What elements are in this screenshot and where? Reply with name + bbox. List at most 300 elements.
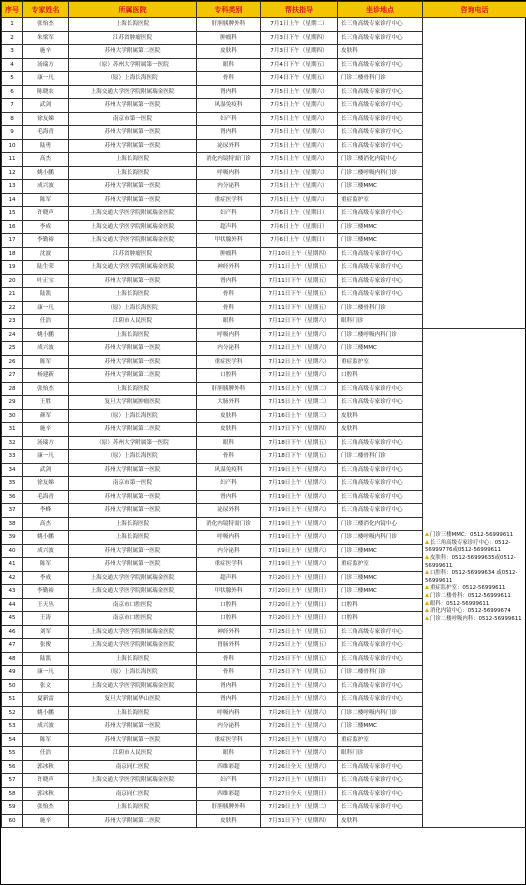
cell-schedule: 7月11日上午（星期五） (261, 261, 338, 275)
cell-hospital: 苏州大学附属第二医院 (69, 369, 197, 383)
cell-schedule: 7月5日上午（星期六） (261, 99, 338, 113)
cell-hospital: 苏州大学附属第一医院 (69, 139, 197, 153)
cell-schedule: 7月25日下午（星期五） (261, 666, 338, 680)
cell-expert-name: 张怡杰 (23, 382, 69, 396)
cell-index: 26 (2, 355, 23, 369)
cell-index: 59 (2, 801, 23, 815)
cell-hospital: （原）苏州大学附属第一医院 (69, 58, 197, 72)
cell-index: 30 (2, 409, 23, 423)
cell-index: 23 (2, 315, 23, 329)
cell-schedule: 7月12日上午（星期六） (261, 328, 338, 342)
cell-schedule: 7月6日上午（星期日） (261, 234, 338, 248)
cell-index: 34 (2, 463, 23, 477)
cell-location: 皮肤科 (338, 814, 423, 828)
cell-specialty: 皮肤科 (197, 814, 261, 828)
cell-location: 重症监护室 (338, 355, 423, 369)
cell-specialty: 胃肠外科 (197, 639, 261, 653)
cell-hospital: 上海长海医院 (69, 328, 197, 342)
cell-hospital: 江阴市人民医院 (69, 747, 197, 761)
cell-location: 长三角高级专家诊疗中心 (338, 288, 423, 302)
contact-text: 门诊二楼骨科：0512-56999611 (430, 592, 511, 599)
cell-hospital: 江苏省肿瘤医院 (69, 247, 197, 261)
cell-hospital: 苏州大学附属第一医院 (69, 544, 197, 558)
cell-location: 门诊三楼MMC (338, 342, 423, 356)
cell-hospital: 上海长海医院 (69, 517, 197, 531)
contact-item (425, 585, 524, 593)
cell-expert-name: 徐友娣 (23, 112, 69, 126)
cell-schedule: 7月31日下午（星期四） (261, 814, 338, 828)
cell-schedule: 7月25日上午（星期五） (261, 625, 338, 639)
cell-specialty: 神经外科 (197, 261, 261, 275)
cell-location: 门诊三楼MMC (338, 544, 423, 558)
cell-location: 门诊二楼呼吸内科门诊 (338, 531, 423, 545)
cell-location: 眼科门诊 (338, 747, 423, 761)
cell-schedule: 7月15日上午（星期二） (261, 382, 338, 396)
cell-location: 门诊三楼MMC (338, 220, 423, 234)
warning-triangle-icon (425, 608, 429, 612)
cell-index: 16 (2, 220, 23, 234)
cell-schedule: 7月26日上午（星期六） (261, 693, 338, 707)
cell-specialty: 骨科 (197, 301, 261, 315)
cell-specialty: 口腔科 (197, 369, 261, 383)
cell-schedule: 7月5日上午（星期六） (261, 153, 338, 167)
cell-hospital: 苏州大学附属第一医院 (69, 126, 197, 140)
cell-schedule: 7月27日全天（星期日） (261, 787, 338, 801)
contact-item (425, 616, 524, 624)
cell-index: 6 (2, 85, 23, 99)
cell-location: 长三角高级专家诊疗中心 (338, 693, 423, 707)
cell-location: 重症监护室 (338, 733, 423, 747)
cell-location: 长三角高级专家诊疗中心 (338, 436, 423, 450)
cell-schedule: 7月25日下午（星期五） (261, 652, 338, 666)
cell-expert-name: 高杰 (23, 153, 69, 167)
cell-location: 长三角高级专家诊疗中心 (338, 18, 423, 32)
cell-schedule: 7月15日上午（星期二） (261, 396, 338, 410)
cell-specialty: 重症医学科 (197, 355, 261, 369)
cell-schedule: 7月19日上午（星期六） (261, 531, 338, 545)
cell-hospital: 苏州大学附属第一医院 (69, 720, 197, 734)
contact-item (425, 532, 524, 540)
cell-hospital: 苏州大学附属第二医院 (69, 45, 197, 59)
cell-expert-name: 汤瑞方 (23, 58, 69, 72)
cell-hospital: 上海长海医院 (69, 382, 197, 396)
cell-expert-name: 郭冰秋 (23, 787, 69, 801)
cell-hospital: 苏州大学附属第一医院 (69, 342, 197, 356)
cell-expert-name: 许晓声 (23, 207, 69, 221)
cell-location: 皮肤科 (338, 45, 423, 59)
cell-specialty: 甲状腺外科 (197, 585, 261, 599)
cell-hospital: （原）上海长海医院 (69, 301, 197, 315)
cell-index: 8 (2, 112, 23, 126)
cell-schedule: 7月19日上午（星期六） (261, 517, 338, 531)
cell-expert-name: 姚小鹏 (23, 328, 69, 342)
contact-text: 眼科：0512-56999611 (430, 600, 490, 607)
cell-schedule: 7月12日上午（星期六） (261, 369, 338, 383)
cell-location: 长三角高级专家诊疗中心 (338, 112, 423, 126)
cell-index: 57 (2, 774, 23, 788)
cell-schedule: 7月4日下午（星期五） (261, 72, 338, 86)
cell-expert-name: 张怡杰 (23, 801, 69, 815)
cell-hospital: 上海交通大学医学院附属瑞金医院 (69, 774, 197, 788)
cell-specialty: 重症医学科 (197, 558, 261, 572)
cell-expert-name: 王天丛 (23, 598, 69, 612)
cell-specialty: 大肠外科 (197, 396, 261, 410)
table-row (2, 18, 526, 32)
cell-index: 18 (2, 247, 23, 261)
cell-expert-name: 高杰 (23, 517, 69, 531)
cell-specialty: 内分泌科 (197, 544, 261, 558)
cell-hospital: 上海交通大学医学院附属瑞金医院 (69, 679, 197, 693)
cell-schedule: 7月12日上午（星期六） (261, 342, 338, 356)
cell-hospital: 上海长海医院 (69, 706, 197, 720)
cell-index: 52 (2, 706, 23, 720)
cell-schedule: 7月11日下午（星期五） (261, 274, 338, 288)
cell-schedule: 7月18日下午（星期五） (261, 450, 338, 464)
cell-index: 60 (2, 814, 23, 828)
header-row (2, 2, 526, 18)
cell-location: 长三角高级专家诊疗中心 (338, 652, 423, 666)
cell-expert-name: 陈军 (23, 193, 69, 207)
cell-index: 46 (2, 625, 23, 639)
cell-index: 58 (2, 787, 23, 801)
cell-expert-name: 成兴波 (23, 720, 69, 734)
cell-specialty: 四维彩超 (197, 787, 261, 801)
cell-hospital: 上海长海医院 (69, 153, 197, 167)
cell-specialty: 超声科 (197, 220, 261, 234)
cell-location: 长三角高级专家诊疗中心 (338, 261, 423, 275)
cell-expert-name: 康一凡 (23, 450, 69, 464)
cell-index: 4 (2, 58, 23, 72)
cell-schedule: 7月27日上午（星期日） (261, 774, 338, 788)
cell-schedule: 7月5日上午（星期六） (261, 139, 338, 153)
cell-expert-name: 李峰 (23, 504, 69, 518)
cell-expert-name: 陈军 (23, 355, 69, 369)
warning-triangle-icon (425, 593, 429, 597)
cell-expert-name: 郭冰秋 (23, 760, 69, 774)
cell-expert-name: 毛海青 (23, 126, 69, 140)
contact-text: 长三角高级专家诊疗中心：0512-56999776或0512-56999611 (425, 539, 511, 554)
contact-text: 皮肤科：0512-56999635或0512-56999611 (425, 554, 516, 569)
cell-specialty: 眼科 (197, 58, 261, 72)
cell-specialty: 呼吸内科 (197, 531, 261, 545)
contact-item (425, 555, 524, 570)
cell-expert-name: 张怡杰 (23, 18, 69, 32)
header-index: 序号 (2, 2, 23, 18)
cell-index: 21 (2, 288, 23, 302)
cell-index: 28 (2, 382, 23, 396)
cell-index: 38 (2, 517, 23, 531)
contact-item (425, 608, 524, 616)
cell-expert-name: 杨建新 (23, 369, 69, 383)
cell-schedule: 7月3日下午（星期四） (261, 45, 338, 59)
cell-hospital: 南京市口腔医院 (69, 612, 197, 626)
warning-triangle-icon (425, 555, 429, 559)
cell-hospital: 上海交通大学医学院附属瑞金医院 (69, 639, 197, 653)
cell-schedule: 7月16日上午（星期三） (261, 409, 338, 423)
cell-location: 门诊二楼骨科门诊 (338, 301, 423, 315)
cell-expert-name: 康一凡 (23, 301, 69, 315)
contact-item (425, 570, 524, 585)
cell-specialty: 肾内科 (197, 693, 261, 707)
warning-triangle-icon (425, 570, 429, 574)
cell-index: 50 (2, 679, 23, 693)
cell-specialty: 皮肤科 (197, 45, 261, 59)
cell-schedule: 7月20日上午（星期日） (261, 612, 338, 626)
cell-schedule: 7月5日上午（星期六） (261, 112, 338, 126)
cell-specialty: 风湿免疫科 (197, 99, 261, 113)
cell-schedule: 7月19日上午（星期六） (261, 490, 338, 504)
cell-location: 皮肤科 (338, 409, 423, 423)
cell-hospital: 复旦大学附属肿瘤医院 (69, 396, 197, 410)
warning-triangle-icon (425, 532, 429, 536)
cell-hospital: （原）上海长海医院 (69, 666, 197, 680)
cell-hospital: 苏州大学附属第一医院 (69, 99, 197, 113)
cell-index: 47 (2, 639, 23, 653)
cell-schedule: 7月19日上午（星期六） (261, 544, 338, 558)
cell-hospital: 上海长海医院 (69, 166, 197, 180)
cell-location: 长三角高级专家诊疗中心 (338, 463, 423, 477)
cell-expert-name: 沈波 (23, 247, 69, 261)
cell-specialty: 肾内科 (197, 274, 261, 288)
cell-location: 口腔科 (338, 598, 423, 612)
cell-specialty: 眼科 (197, 436, 261, 450)
cell-location: 门诊三楼消化内镜中心 (338, 517, 423, 531)
contact-text: 门诊三楼MMC：0512-56999611 (430, 532, 514, 539)
cell-hospital: 苏州大学附属第二医院 (69, 814, 197, 828)
cell-expert-name: 毛海青 (23, 490, 69, 504)
cell-expert-name: 武剑 (23, 463, 69, 477)
cell-location: 门诊二楼骨科门诊 (338, 72, 423, 86)
cell-location: 长三角高级专家诊疗中心 (338, 382, 423, 396)
cell-hospital: 南京同仁医院 (69, 760, 197, 774)
cell-expert-name: 李成 (23, 571, 69, 585)
cell-hospital: （原）上海长海医院 (69, 72, 197, 86)
contact-phone-list (423, 328, 526, 828)
cell-hospital: 上海交通大学医学院附属瑞金医院 (69, 625, 197, 639)
cell-index: 39 (2, 531, 23, 545)
cell-expert-name: 许晓声 (23, 774, 69, 788)
cell-schedule: 7月5日上午（星期六） (261, 180, 338, 194)
cell-location: 长三角高级专家诊疗中心 (338, 396, 423, 410)
cell-specialty: 泌尿外科 (197, 504, 261, 518)
cell-schedule: 7月26日上午（星期六） (261, 706, 338, 720)
cell-schedule: 7月17日下午（星期四） (261, 423, 338, 437)
cell-hospital: 苏州大学附属第一医院 (69, 504, 197, 518)
cell-index: 56 (2, 760, 23, 774)
warning-triangle-icon (425, 540, 429, 544)
cell-location: 重症监护室 (338, 193, 423, 207)
cell-location: 长三角高级专家诊疗中心 (338, 504, 423, 518)
cell-expert-name: 陆凯 (23, 288, 69, 302)
cell-hospital: 上海长海医院 (69, 18, 197, 32)
cell-index: 2 (2, 31, 23, 45)
cell-contact-empty-top (423, 18, 526, 329)
cell-hospital: 上海长海医院 (69, 288, 197, 302)
cell-schedule: 7月26日全天（星期六） (261, 760, 338, 774)
cell-schedule: 7月19日上午（星期六） (261, 558, 338, 572)
cell-hospital: 上海长海医院 (69, 801, 197, 815)
header-schedule: 帮扶指导 (261, 2, 338, 18)
cell-specialty: 神经外科 (197, 625, 261, 639)
cell-specialty: 肝胆胰脾外科 (197, 18, 261, 32)
cell-expert-name: 姚小鹏 (23, 531, 69, 545)
cell-expert-name: 任浩 (23, 747, 69, 761)
cell-index: 13 (2, 180, 23, 194)
cell-index: 20 (2, 274, 23, 288)
cell-specialty: 肝胆胰脾外科 (197, 382, 261, 396)
cell-schedule: 7月18日下午（星期五） (261, 436, 338, 450)
cell-expert-name: 刘军 (23, 625, 69, 639)
cell-specialty: 皮肤科 (197, 423, 261, 437)
cell-specialty: 骨科 (197, 666, 261, 680)
cell-location: 长三角高级专家诊疗中心 (338, 207, 423, 221)
cell-index: 27 (2, 369, 23, 383)
cell-index: 10 (2, 139, 23, 153)
cell-hospital: 江阴市人民医院 (69, 315, 197, 329)
cell-schedule: 7月5日上午（星期六） (261, 166, 338, 180)
warning-triangle-icon (425, 585, 429, 589)
contact-text: 重症监护室：0512-56999611 (430, 585, 506, 592)
cell-index: 41 (2, 558, 23, 572)
header-expert-name: 专家姓名 (23, 2, 69, 18)
cell-index: 31 (2, 423, 23, 437)
cell-hospital: 苏州大学附属第一医院 (69, 355, 197, 369)
cell-hospital: 苏州大学附属第一医院 (69, 180, 197, 194)
cell-index: 22 (2, 301, 23, 315)
cell-expert-name: 李成 (23, 220, 69, 234)
cell-specialty: 口腔科 (197, 598, 261, 612)
cell-hospital: 苏州大学附属第一医院 (69, 733, 197, 747)
cell-expert-name: 姚小鹏 (23, 706, 69, 720)
cell-schedule: 7月6日上午（星期日） (261, 220, 338, 234)
cell-index: 35 (2, 477, 23, 491)
cell-hospital: 南京市第一医院 (69, 477, 197, 491)
cell-location: 长三角高级专家诊疗中心 (338, 247, 423, 261)
cell-specialty: 消化内镜特需门诊 (197, 153, 261, 167)
cell-expert-name: 康一凡 (23, 666, 69, 680)
cell-specialty: 妇产科 (197, 477, 261, 491)
cell-location: 门诊二楼呼吸内科门诊 (338, 166, 423, 180)
cell-specialty: 泌尿外科 (197, 139, 261, 153)
cell-expert-name: 汤瑞方 (23, 436, 69, 450)
cell-hospital: 上海交通大学医学院附属瑞金医院 (69, 234, 197, 248)
cell-hospital: 苏州大学附属第一医院 (69, 193, 197, 207)
warning-triangle-icon (425, 616, 429, 620)
cell-location: 长三角高级专家诊疗中心 (338, 787, 423, 801)
cell-index: 37 (2, 504, 23, 518)
cell-index: 15 (2, 207, 23, 221)
cell-hospital: 江苏省肿瘤医院 (69, 31, 197, 45)
cell-specialty: 妇产科 (197, 774, 261, 788)
cell-index: 55 (2, 747, 23, 761)
cell-hospital: 苏州大学附属第一医院 (69, 490, 197, 504)
cell-location: 长三角高级专家诊疗中心 (338, 625, 423, 639)
cell-expert-name: 施辛 (23, 814, 69, 828)
cell-index: 29 (2, 396, 23, 410)
cell-expert-name: 朱梁军 (23, 31, 69, 45)
cell-hospital: 上海交通大学医学院附属瑞金医院 (69, 571, 197, 585)
cell-expert-name: 徐友娣 (23, 477, 69, 491)
cell-index: 45 (2, 612, 23, 626)
cell-index: 12 (2, 166, 23, 180)
cell-specialty: 呼吸内科 (197, 328, 261, 342)
cell-index: 33 (2, 450, 23, 464)
cell-schedule: 7月19日上午（星期六） (261, 463, 338, 477)
cell-expert-name: 张俊 (23, 639, 69, 653)
cell-hospital: 上海交通大学医学院附属瑞金医院 (69, 585, 197, 599)
cell-index: 48 (2, 652, 23, 666)
cell-expert-name: 王涛 (23, 612, 69, 626)
cell-expert-name: 成兴波 (23, 544, 69, 558)
cell-expert-name: 夏新雷 (23, 693, 69, 707)
cell-specialty: 重症医学科 (197, 733, 261, 747)
cell-hospital: 苏州大学附属第二医院 (69, 423, 197, 437)
cell-index: 1 (2, 18, 23, 32)
cell-expert-name: 李勤裕 (23, 585, 69, 599)
cell-schedule: 7月20日上午（星期日） (261, 571, 338, 585)
table-row (2, 328, 526, 342)
cell-index: 19 (2, 261, 23, 275)
cell-schedule: 7月12日上午（星期六） (261, 355, 338, 369)
cell-schedule: 7月26日上午（星期六） (261, 720, 338, 734)
cell-schedule: 7月4日下午（星期五） (261, 58, 338, 72)
cell-specialty: 内分泌科 (197, 180, 261, 194)
cell-expert-name: 陈晓农 (23, 85, 69, 99)
cell-expert-name: 武剑 (23, 99, 69, 113)
header-location: 坐诊地点 (338, 2, 423, 18)
cell-hospital: （原）上海长海医院 (69, 450, 197, 464)
cell-specialty: 四维彩超 (197, 760, 261, 774)
cell-specialty: 内分泌科 (197, 342, 261, 356)
cell-location: 长三角高级专家诊疗中心 (338, 139, 423, 153)
cell-schedule: 7月10日上午（星期四） (261, 247, 338, 261)
cell-hospital: 苏州大学附属第一医院 (69, 558, 197, 572)
cell-index: 14 (2, 193, 23, 207)
cell-location: 重症监护室 (338, 558, 423, 572)
cell-location: 长三角高级专家诊疗中心 (338, 760, 423, 774)
contact-item (425, 540, 524, 555)
cell-expert-name: 叶正宝 (23, 274, 69, 288)
contact-text: 门诊二楼呼吸内科：0512-56999611 (430, 615, 522, 622)
cell-location: 门诊三楼MMC (338, 180, 423, 194)
cell-specialty: 消化内镜特需门诊 (197, 517, 261, 531)
cell-schedule: 7月5日上午（星期六） (261, 126, 338, 140)
cell-index: 51 (2, 693, 23, 707)
cell-expert-name: 任浩 (23, 315, 69, 329)
cell-schedule: 7月19日上午（星期六） (261, 477, 338, 491)
cell-schedule: 7月12日下午（星期六） (261, 315, 338, 329)
cell-specialty: 肾内科 (197, 126, 261, 140)
cell-index: 17 (2, 234, 23, 248)
cell-hospital: 苏州大学附属第一医院 (69, 274, 197, 288)
cell-expert-name: 康一凡 (23, 72, 69, 86)
cell-specialty: 呼吸内科 (197, 166, 261, 180)
cell-schedule: 7月1日上午（星期二） (261, 18, 338, 32)
cell-expert-name: 陆生荣 (23, 261, 69, 275)
cell-expert-name: 陆勇 (23, 139, 69, 153)
cell-expert-name: 施辛 (23, 45, 69, 59)
cell-specialty: 皮肤科 (197, 409, 261, 423)
cell-location: 门诊二楼呼吸内科门诊 (338, 706, 423, 720)
cell-index: 54 (2, 733, 23, 747)
cell-schedule: 7月25日上午（星期五） (261, 639, 338, 653)
cell-location: 长三角高级专家诊疗中心 (338, 774, 423, 788)
cell-location: 长三角高级专家诊疗中心 (338, 126, 423, 140)
cell-hospital: 南京同仁医院 (69, 787, 197, 801)
cell-expert-name: 成兴波 (23, 180, 69, 194)
cell-schedule: 7月26日上午（星期六） (261, 733, 338, 747)
cell-schedule: 7月6日上午（星期日） (261, 207, 338, 221)
